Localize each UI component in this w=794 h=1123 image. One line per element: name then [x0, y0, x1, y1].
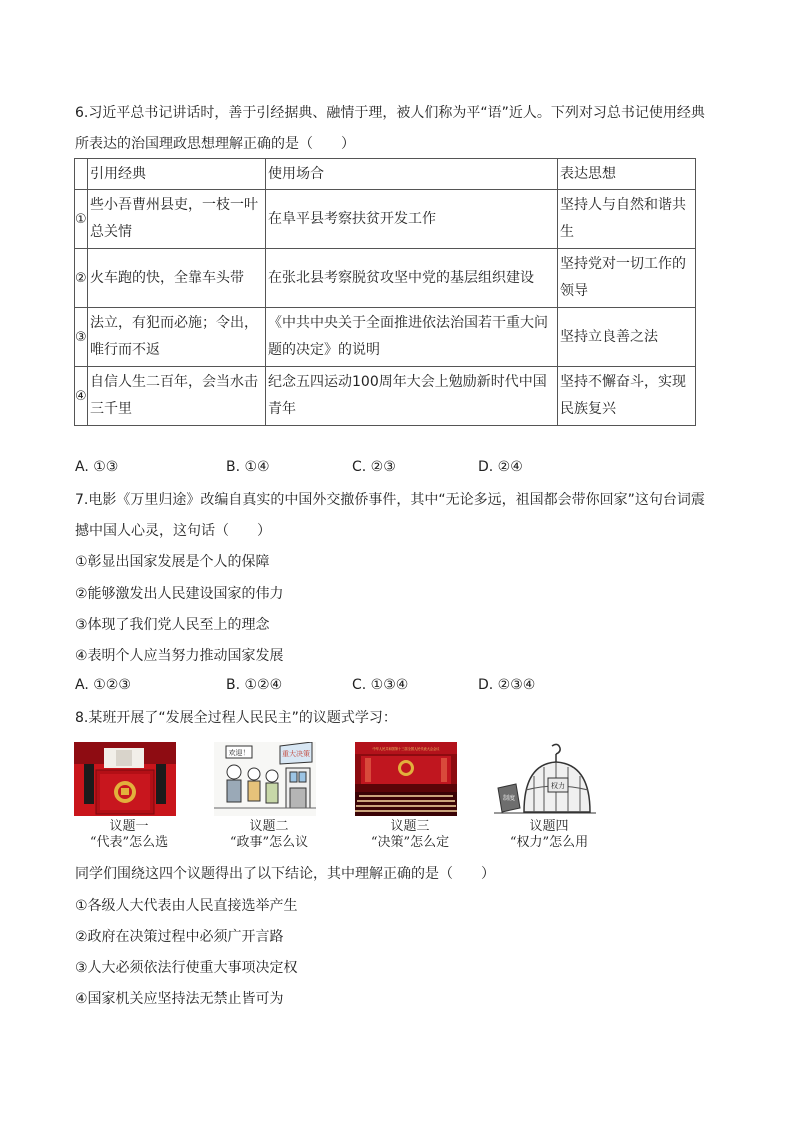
q8-prompt: 同学们围绕这四个议题得出了以下结论，其中理解正确的是（ ） — [75, 866, 495, 882]
table-header-row — [75, 159, 696, 190]
option-d[interactable]: D. ②④ — [478, 459, 523, 475]
q7-stem-line2: 撼中国人心灵，这句话（ ） — [75, 523, 271, 539]
topic-title: 议题四 — [529, 819, 569, 834]
row-index: ④ — [75, 367, 88, 426]
q8-statement: ④国家机关应坚持法无禁止皆可为 — [75, 991, 284, 1007]
topic-subtitle: “政事”怎么议 — [229, 835, 309, 850]
row-classic: 些小吾曹州县吏，一枝一叶总关情 — [88, 190, 266, 249]
topic-title: 议题二 — [249, 819, 289, 834]
q6-options — [75, 459, 725, 479]
q8-statement: ①各级人大代表由人民直接选举产生 — [75, 898, 298, 914]
power-label-text: 权力 — [551, 782, 565, 790]
option-a[interactable]: A. ①③ — [75, 459, 119, 475]
row-occasion: 《中共中央关于全面推进依法治国若干重大问题的决定》的说明 — [266, 308, 558, 367]
row-occasion: 在张北县考察脱贫攻坚中党的基层组织建设 — [266, 249, 558, 308]
congress-banner-text: 中华人民共和国第十三届全国人民代表大会会议 — [372, 747, 440, 751]
topic-subtitle: “权力”怎么用 — [509, 835, 589, 850]
row-occasion: 在阜平县考察扶贫开发工作 — [266, 190, 558, 249]
option-b[interactable]: B. ①④ — [226, 459, 270, 475]
table-header-index — [75, 159, 88, 190]
q8-stem: 8.某班开展了“发展全过程人民民主”的议题式学习： — [75, 710, 397, 726]
q7-statement: ③体现了我们党人民至上的理念 — [75, 617, 270, 633]
row-thought: 坚持党对一切工作的领导 — [558, 249, 696, 308]
q6-stem-line2: 所表达的治国理政思想理解正确的是（ ） — [75, 136, 355, 152]
option-c[interactable]: C. ②③ — [352, 459, 396, 475]
ballot-box-image — [74, 742, 176, 816]
row-index: ① — [75, 190, 88, 249]
option-c[interactable]: C. ①③④ — [352, 677, 409, 693]
row-thought: 坚持立良善之法 — [558, 308, 696, 367]
q8-statement: ②政府在决策过程中必须广开言路 — [75, 929, 284, 945]
q7-statement: ①彰显出国家发展是个人的保障 — [75, 554, 270, 570]
q8-statement: ③人大必须依法行使重大事项决定权 — [75, 960, 298, 976]
topic-card-4 — [494, 742, 604, 852]
table-row — [75, 249, 696, 308]
q7-statement: ④表明个人应当努力推动国家发展 — [75, 648, 284, 664]
topic-card-2 — [214, 742, 324, 852]
speech-bubble-text: 欢迎！ — [228, 749, 250, 757]
system-label-text: 制度 — [502, 795, 516, 802]
q6-stem-line1: 6.习近平总书记讲话时，善于引经据典、融情于理，被人们称为平“语”近人。下列对习总书记使用经典 — [75, 105, 705, 121]
option-a[interactable]: A. ①②③ — [75, 677, 131, 693]
topic-title: 议题三 — [390, 819, 430, 834]
classics-table — [74, 158, 696, 426]
table-row — [75, 367, 696, 426]
row-thought: 坚持人与自然和谐共生 — [558, 190, 696, 249]
topic-subtitle: “代表”怎么选 — [89, 835, 169, 850]
table-header-occasion: 使用场合 — [266, 159, 558, 190]
row-classic: 自信人生二百年，会当水击三千里 — [88, 367, 266, 426]
row-index: ② — [75, 249, 88, 308]
decision-sign-text: 重大决策 — [282, 750, 310, 758]
topic-title: 议题一 — [109, 819, 149, 834]
q7-stem-line1: 7.电影《万里归途》改编自真实的中国外交撤侨事件，其中“无论多远，祖国都会带你回家”这句台词震 — [75, 492, 705, 508]
row-occasion: 纪念五四运动100周年大会上勉励新时代中国青年 — [266, 367, 558, 426]
q7-options — [75, 677, 725, 697]
power-cage-image — [494, 742, 596, 816]
q7-statement: ②能够激发出人民建设国家的伟力 — [75, 586, 284, 602]
option-d[interactable]: D. ②③④ — [478, 677, 536, 693]
congress-hall-image — [355, 742, 457, 816]
row-thought: 坚持不懈奋斗，实现民族复兴 — [558, 367, 696, 426]
topic-card-1 — [74, 742, 184, 852]
topic-card-3 — [355, 742, 465, 852]
row-classic: 火车跑的快，全靠车头带 — [88, 249, 266, 308]
row-index: ③ — [75, 308, 88, 367]
table-header-thought: 表达思想 — [558, 159, 696, 190]
table-row — [75, 308, 696, 367]
row-classic: 法立，有犯而必施；令出，唯行而不返 — [88, 308, 266, 367]
table-row — [75, 190, 696, 249]
topic-subtitle: “决策”怎么定 — [370, 835, 450, 850]
table-header-classic: 引用经典 — [88, 159, 266, 190]
discussion-cartoon-image — [214, 742, 316, 816]
option-b[interactable]: B. ①②④ — [226, 677, 283, 693]
